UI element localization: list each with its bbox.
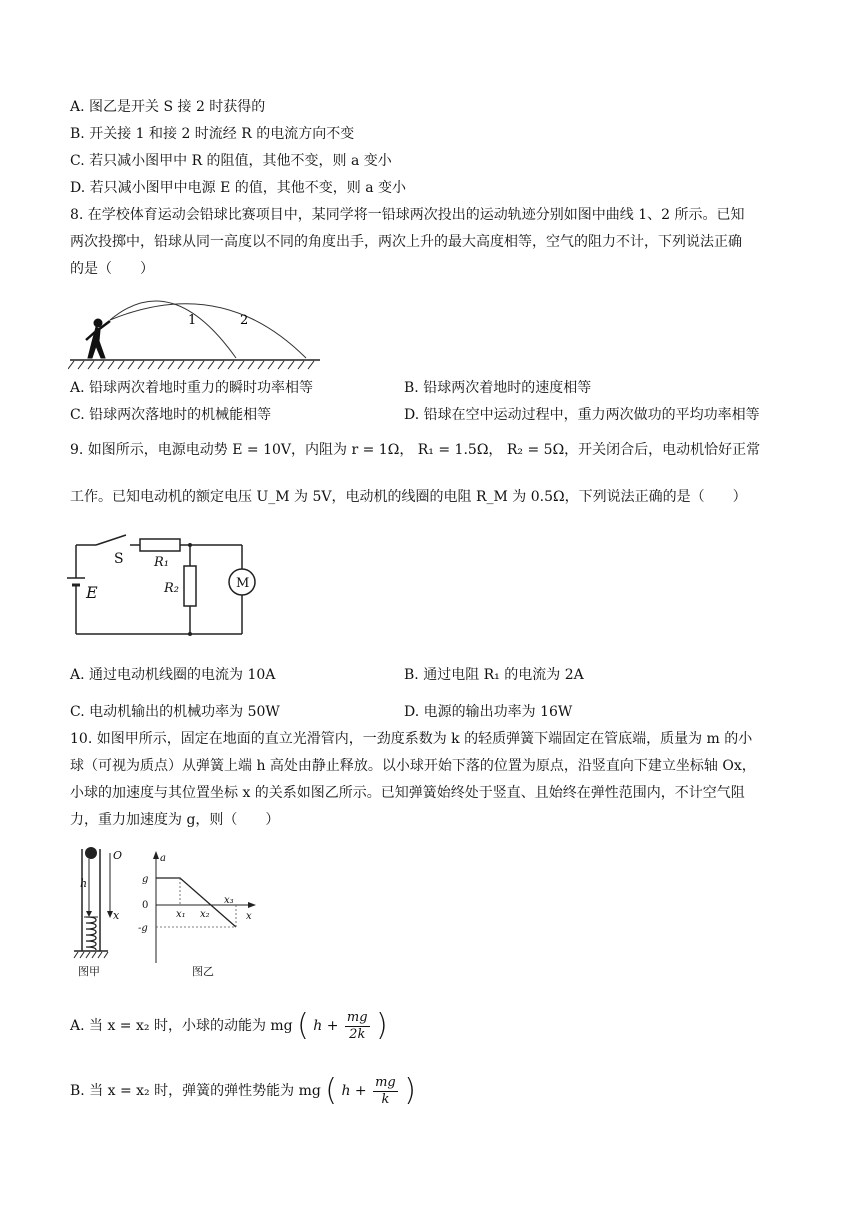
- neg-g-tick-label: -g: [138, 923, 148, 934]
- x1-tick-label: x₁: [176, 909, 186, 920]
- resistor-r1: [140, 539, 180, 551]
- q10-option-b-fraction: [373, 1075, 398, 1108]
- q8-option-a: A. 铅球两次着地时重力的瞬时功率相等: [70, 380, 314, 396]
- q9-option-a: A. 通过电动机线圈的电流为 10A: [70, 667, 276, 683]
- r1-label: R₁: [154, 555, 169, 570]
- q10-option-b: B. 当 x = x₂ 时，弹簧的弹性势能为 mg ( h + $\frac{mg}{k}$ ): [70, 1073, 416, 1108]
- junction-bottom: [188, 632, 192, 636]
- x3-tick-label: x₃: [224, 895, 234, 906]
- q10-figure-jia: [70, 843, 130, 983]
- q10-option-b-h: h +: [341, 1083, 367, 1099]
- motor-label: M: [236, 576, 250, 591]
- q10-option-b-text: B. 当 x = x₂ 时，弹簧的弹性势能为 mg: [70, 1083, 321, 1099]
- figure-yi-caption: 图乙: [192, 965, 214, 978]
- q8-stem-line3: 的是（ ）: [70, 261, 154, 277]
- q9-circuit-diagram: [66, 530, 256, 640]
- q10-option-a-h: h +: [313, 1018, 339, 1034]
- figure-jia-caption: 图甲: [78, 965, 100, 978]
- q8-stem-line1: 8. 在学校体育运动会铅球比赛项目中，某同学将一铅球两次投出的运动轨迹分别如图中曲线 1、2 所示。已知: [70, 207, 745, 223]
- emf-label: E: [86, 583, 98, 602]
- g-tick-label: g: [142, 874, 149, 885]
- q10-figure-yi: [136, 843, 260, 983]
- switch-blade: [96, 535, 126, 545]
- curve-2-label: 2: [240, 313, 249, 328]
- spring: [86, 917, 96, 950]
- base-hatching: [74, 952, 108, 958]
- ball: [85, 847, 97, 859]
- q9-stem-line1: 9. 如图所示，电源电动势 E = 10V，内阻为 r = 1Ω， R₁ = 1.5Ω， R₂ = 5Ω，开关闭合后，电动机恰好正常: [70, 442, 761, 458]
- q8-stem-line2: 两次投掷中，铅球从同一高度以不同的角度出手，两次上升的最大高度相等，空气的阻力不计，下列说法正确: [70, 234, 742, 250]
- a-axis-label: a: [160, 853, 166, 864]
- x-axis-label-yi: x: [246, 911, 252, 922]
- q10-stem-line2: 球（可视为质点）从弹簧上端 h 高处由静止释放。以小球开始下落的位置为原点，沿竖直向下建立坐标轴 Ox，: [70, 758, 756, 774]
- q7-option-b: B. 开关接 1 和接 2 时流经 R 的电流方向不变: [70, 126, 355, 142]
- q10-option-a-numerator: mg: [346, 1009, 368, 1025]
- q9-option-b: B. 通过电阻 R₁ 的电流为 2A: [404, 667, 584, 683]
- x-axis-label: x: [113, 909, 120, 922]
- q8-option-d: D. 铅球在空中运动过程中，重力两次做功的平均功率相等: [404, 407, 760, 423]
- trajectory-curve-2: [110, 304, 306, 358]
- q10-option-a: A. 当 x = x₂ 时，小球的动能为 mg ( h + $\frac{mg}{2k}$ ): [70, 1008, 388, 1043]
- x2-tick-label: x₂: [200, 909, 210, 920]
- switch-label: S: [114, 551, 124, 567]
- q7-option-d: D. 若只减小图甲中电源 E 的值，其他不变，则 a 变小: [70, 180, 406, 196]
- trajectory-curve-1: [110, 301, 236, 358]
- q7-option-a: A. 图乙是开关 S 接 2 时获得的: [70, 99, 266, 115]
- r2-label: R₂: [164, 581, 179, 596]
- q8-option-c: C. 铅球两次落地时的机械能相等: [70, 407, 272, 423]
- q10-stem-line4: 力，重力加速度为 g，则（ ）: [70, 812, 280, 828]
- q7-option-c: C. 若只减小图甲中 R 的阻值，其他不变，则 a 变小: [70, 153, 392, 169]
- q10-option-a-text: A. 当 x = x₂ 时，小球的动能为 mg: [70, 1018, 293, 1034]
- athlete-figure: [86, 319, 110, 358]
- q8-trajectory-figure: [68, 286, 324, 372]
- resistor-r2: [184, 566, 196, 606]
- q10-option-a-fraction: [345, 1010, 370, 1043]
- origin-label: O: [113, 849, 123, 862]
- q10-option-b-numerator: mg: [375, 1074, 396, 1090]
- zero-tick-label: 0: [142, 900, 149, 911]
- h-label: h: [80, 877, 88, 890]
- curve-1-label: 1: [188, 313, 197, 328]
- q10-option-b-denominator: k: [381, 1091, 390, 1107]
- q9-stem-line2: 工作。已知电动机的额定电压 U_M 为 5V，电动机的线圈的电阻 R_M 为 0.5Ω，下列说法正确的是（ ）: [70, 489, 747, 505]
- ground-hatching: [68, 361, 314, 369]
- q8-option-b: B. 铅球两次着地时的速度相等: [404, 380, 592, 396]
- q10-option-a-denominator: 2k: [349, 1026, 366, 1042]
- q9-option-d: D. 电源的输出功率为 16W: [404, 704, 573, 720]
- q10-stem-line1: 10. 如图甲所示，固定在地面的直立光滑管内，一劲度系数为 k 的轻质弹簧下端固定在管底端，质量为 m 的小: [70, 731, 753, 747]
- q9-option-c: C. 电动机输出的机械功率为 50W: [70, 704, 280, 720]
- junction-top: [188, 543, 192, 547]
- q10-stem-line3: 小球的加速度与其位置坐标 x 的关系如图乙所示。已知弹簧始终处于竖直、且始终在弹性范围内，不计空气阻: [70, 785, 745, 801]
